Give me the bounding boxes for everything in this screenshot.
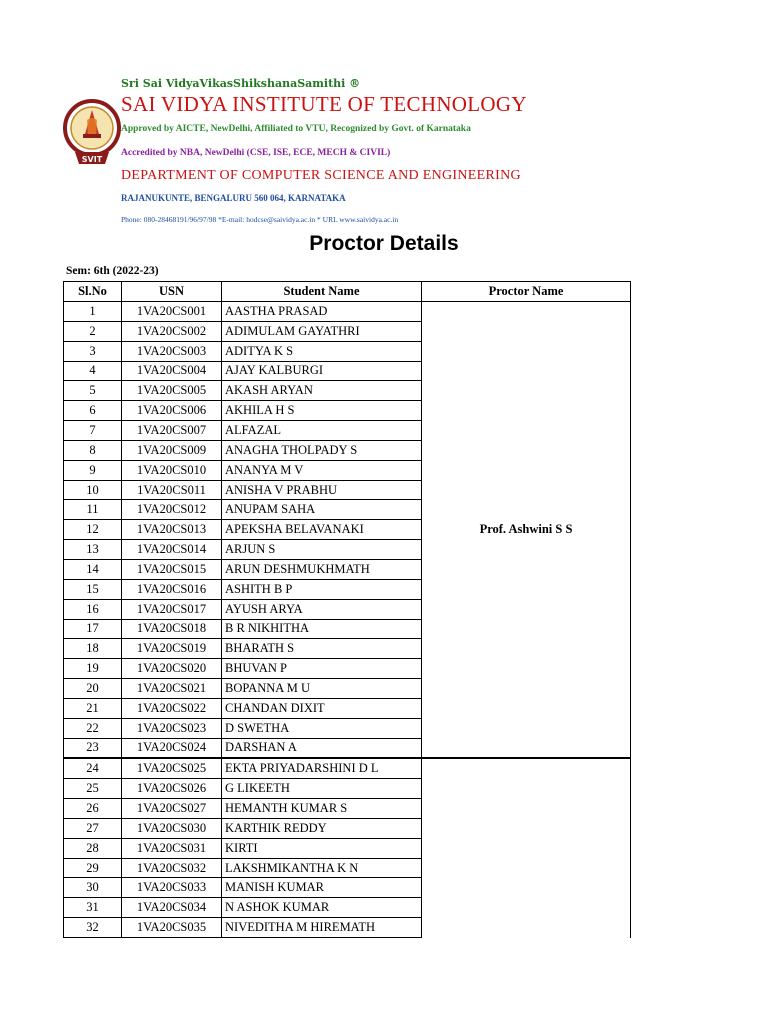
row-usn: 1VA20CS006 [122,401,222,421]
row-slno: 14 [64,559,122,579]
row-usn: 1VA20CS017 [122,599,222,619]
row-slno: 15 [64,579,122,599]
row-slno: 9 [64,460,122,480]
row-student-name: ARJUN S [222,540,422,560]
row-usn: 1VA20CS018 [122,619,222,639]
row-slno: 24 [64,758,122,778]
row-slno: 19 [64,659,122,679]
row-slno: 17 [64,619,122,639]
row-usn: 1VA20CS005 [122,381,222,401]
row-slno: 3 [64,341,122,361]
row-usn: 1VA20CS019 [122,639,222,659]
row-student-name: B R NIKHITHA [222,619,422,639]
contact-line: Phone: 080-28468191/96/97/98 *E-mail: hodcse@saividya.ac.in * URL www.saividya.ac.in [121,215,399,224]
row-usn: 1VA20CS030 [122,818,222,838]
row-slno: 4 [64,361,122,381]
row-student-name: AKASH ARYAN [222,381,422,401]
header-usn: USN [122,282,222,302]
table-body [64,302,631,938]
row-usn: 1VA20CS022 [122,698,222,718]
row-student-name: ANISHA V PRABHU [222,480,422,500]
logo-text: SVIT [81,155,103,164]
row-student-name: BHARATH S [222,639,422,659]
row-student-name: APEKSHA BELAVANAKI [222,520,422,540]
row-student-name: N ASHOK KUMAR [222,898,422,918]
row-student-name: AKHILA H S [222,401,422,421]
row-usn: 1VA20CS012 [122,500,222,520]
table-row [64,758,631,778]
row-slno: 2 [64,321,122,341]
row-student-name: KIRTI [222,838,422,858]
row-slno: 13 [64,540,122,560]
row-slno: 30 [64,878,122,898]
row-slno: 1 [64,302,122,322]
row-slno: 29 [64,858,122,878]
row-usn: 1VA20CS034 [122,898,222,918]
row-slno: 23 [64,738,122,758]
row-student-name: NIVEDITHA M HIREMATH [222,918,422,938]
row-slno: 21 [64,698,122,718]
row-usn: 1VA20CS003 [122,341,222,361]
row-usn: 1VA20CS014 [122,540,222,560]
row-student-name: BHUVAN P [222,659,422,679]
row-student-name: ANUPAM SAHA [222,500,422,520]
row-slno: 31 [64,898,122,918]
row-student-name: ADITYA K S [222,341,422,361]
row-student-name: KARTHIK REDDY [222,818,422,838]
row-slno: 26 [64,799,122,819]
row-student-name: G LIKEETH [222,779,422,799]
row-slno: 32 [64,918,122,938]
table-header-row [64,282,631,302]
row-student-name: CHANDAN DIXIT [222,698,422,718]
row-usn: 1VA20CS026 [122,779,222,799]
row-usn: 1VA20CS023 [122,718,222,738]
row-slno: 18 [64,639,122,659]
proctor-name-cell: Prof. Ashwini S S [422,302,631,759]
row-student-name: AJAY KALBURGI [222,361,422,381]
row-usn: 1VA20CS025 [122,758,222,778]
row-slno: 25 [64,779,122,799]
approval-line: Approved by AICTE, NewDelhi, Affiliated to VTU, Recognized by Govt. of Karnataka [121,124,471,134]
row-student-name: ALFAZAL [222,421,422,441]
row-usn: 1VA20CS024 [122,738,222,758]
row-student-name: MANISH KUMAR [222,878,422,898]
society-name: Sri Sai VidyaVikasShikshanaSamithi ® [121,77,361,90]
row-slno: 16 [64,599,122,619]
row-usn: 1VA20CS007 [122,421,222,441]
row-usn: 1VA20CS021 [122,679,222,699]
row-slno: 22 [64,718,122,738]
proctor-name-cell-2 [422,758,631,937]
row-usn: 1VA20CS015 [122,559,222,579]
header-proctor-name: Proctor Name [422,282,631,302]
row-slno: 8 [64,440,122,460]
header-slno: Sl.No [64,282,122,302]
row-usn: 1VA20CS035 [122,918,222,938]
row-student-name: ADIMULAM GAYATHRI [222,321,422,341]
row-usn: 1VA20CS010 [122,460,222,480]
institute-name: SAI VIDYA INSTITUTE OF TECHNOLOGY [121,92,527,116]
accreditation-line: Accredited by NBA, NewDelhi (CSE, ISE, ECE, MECH & CIVIL) [121,148,391,158]
row-student-name: ASHITH B P [222,579,422,599]
header-student-name: Student Name [222,282,422,302]
proctor-table [63,281,631,938]
row-student-name: AYUSH ARYA [222,599,422,619]
row-usn: 1VA20CS009 [122,440,222,460]
institute-logo [63,90,121,182]
row-usn: 1VA20CS004 [122,361,222,381]
row-usn: 1VA20CS001 [122,302,222,322]
row-slno: 12 [64,520,122,540]
page-title: Proctor Details [309,232,459,255]
row-usn: 1VA20CS033 [122,878,222,898]
row-slno: 11 [64,500,122,520]
row-usn: 1VA20CS011 [122,480,222,500]
department-name: DEPARTMENT OF COMPUTER SCIENCE AND ENGINEERING [121,168,521,183]
row-student-name: AASTHA PRASAD [222,302,422,322]
row-usn: 1VA20CS031 [122,838,222,858]
row-slno: 10 [64,480,122,500]
row-usn: 1VA20CS002 [122,321,222,341]
row-usn: 1VA20CS027 [122,799,222,819]
row-student-name: EKTA PRIYADARSHINI D L [222,758,422,778]
row-student-name: DARSHAN A [222,738,422,758]
semester-label: Sem: 6th (2022-23) [66,265,159,277]
address-line: RAJANUKUNTE, BENGALURU 560 064, KARNATAKA [121,193,346,203]
row-slno: 5 [64,381,122,401]
row-usn: 1VA20CS020 [122,659,222,679]
row-student-name: BOPANNA M U [222,679,422,699]
row-usn: 1VA20CS016 [122,579,222,599]
row-slno: 28 [64,838,122,858]
row-student-name: ANANYA M V [222,460,422,480]
row-slno: 27 [64,818,122,838]
row-slno: 6 [64,401,122,421]
row-slno: 7 [64,421,122,441]
table-row [64,302,631,322]
row-usn: 1VA20CS013 [122,520,222,540]
row-student-name: HEMANTH KUMAR S [222,799,422,819]
row-usn: 1VA20CS032 [122,858,222,878]
row-student-name: ANAGHA THOLPADY S [222,440,422,460]
row-student-name: D SWETHA [222,718,422,738]
row-student-name: LAKSHMIKANTHA K N [222,858,422,878]
row-student-name: ARUN DESHMUKHMATH [222,559,422,579]
row-slno: 20 [64,679,122,699]
